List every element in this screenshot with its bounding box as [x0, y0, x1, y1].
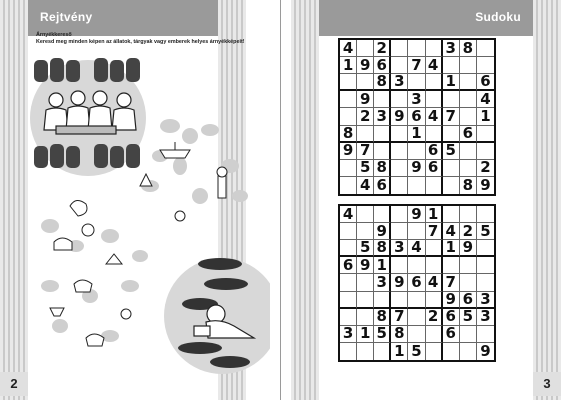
sudoku-cell	[477, 40, 494, 57]
sudoku-cell	[426, 343, 443, 360]
sudoku-cell	[391, 40, 408, 57]
sudoku-cell	[374, 91, 391, 108]
right-page-edge-band	[533, 0, 561, 400]
sudoku-cell: 1	[374, 257, 391, 274]
sudoku-cell: 1	[426, 206, 443, 223]
sudoku-cell: 8	[391, 326, 408, 343]
sudoku-cell	[477, 240, 494, 257]
sudoku-cell	[340, 309, 357, 326]
sudoku-cell	[340, 240, 357, 257]
sudoku-cell: 4	[426, 108, 443, 125]
sudoku-cell	[426, 40, 443, 57]
sudoku-cell: 3	[443, 40, 460, 57]
sudoku-cell: 6	[408, 108, 425, 125]
sudoku-cell: 7	[391, 309, 408, 326]
sudoku-cell	[426, 240, 443, 257]
sudoku-cell: 4	[340, 40, 357, 57]
sudoku-cell	[357, 274, 374, 291]
sudoku-cell	[426, 91, 443, 108]
sudoku-cell: 9	[357, 257, 374, 274]
sudoku-cell: 9	[408, 160, 425, 177]
sudoku-cell: 3	[477, 292, 494, 309]
sudoku-cell: 3	[340, 326, 357, 343]
sudoku-cell: 1	[391, 343, 408, 360]
sudoku-cell: 8	[374, 160, 391, 177]
sudoku-cell: 6	[374, 177, 391, 194]
sudoku-cell	[340, 108, 357, 125]
sudoku-cell: 3	[477, 309, 494, 326]
sudoku-cell	[460, 206, 477, 223]
sudoku-cell: 5	[357, 160, 374, 177]
sudoku-cell: 6	[426, 143, 443, 160]
sudoku-cell	[443, 257, 460, 274]
sudoku-cell: 6	[408, 274, 425, 291]
sudoku-cell	[443, 177, 460, 194]
sudoku-cell: 8	[374, 309, 391, 326]
sudoku-cell	[460, 108, 477, 125]
sudoku-cell	[426, 257, 443, 274]
sudoku-cell	[357, 40, 374, 57]
sudoku-cell: 3	[374, 274, 391, 291]
sudoku-cell	[426, 177, 443, 194]
sudoku-cell	[374, 143, 391, 160]
sudoku-cell: 1	[357, 326, 374, 343]
sudoku-cell: 4	[443, 223, 460, 240]
sudoku-cell: 7	[357, 143, 374, 160]
sudoku-cell	[408, 143, 425, 160]
sudoku-cell: 9	[443, 292, 460, 309]
sudoku-cell	[391, 160, 408, 177]
sudoku-cell: 8	[460, 40, 477, 57]
left-page-edge-band	[0, 0, 28, 400]
sudoku-cell	[340, 223, 357, 240]
sudoku-cell	[460, 257, 477, 274]
sudoku-cell: 5	[477, 223, 494, 240]
sudoku-cell: 8	[340, 126, 357, 143]
sudoku-cell	[391, 257, 408, 274]
sudoku-cell: 4	[408, 240, 425, 257]
sudoku-cell: 1	[477, 108, 494, 125]
sudoku-cell: 5	[357, 240, 374, 257]
sudoku-cell: 9	[357, 57, 374, 74]
sudoku-cell	[391, 177, 408, 194]
sudoku-cell	[460, 57, 477, 74]
sudoku-cell: 9	[480, 341, 491, 360]
sudoku-cell	[426, 74, 443, 91]
sudoku-cell: 6	[443, 309, 460, 326]
sudoku-cell	[443, 126, 460, 143]
sudoku-cell	[477, 126, 494, 143]
sudoku-cell	[374, 343, 391, 360]
sudoku-cell: 9	[357, 91, 374, 108]
sudoku-cell: 9	[480, 175, 491, 194]
sudoku-cell: 3	[391, 74, 408, 91]
sudoku-cell	[460, 160, 477, 177]
sudoku-cell: 9	[391, 274, 408, 291]
right-page-number: 3	[533, 372, 561, 396]
sudoku-cell: 7	[408, 57, 425, 74]
puzzle-intro	[36, 32, 266, 46]
sudoku-cell: 6	[340, 257, 357, 274]
sudoku-cell	[443, 206, 460, 223]
sudoku-cell: 3	[408, 91, 425, 108]
sudoku-cell	[391, 91, 408, 108]
sudoku-grid-2	[338, 204, 496, 362]
sudoku-cell: 7	[443, 108, 460, 125]
sudoku-cell	[374, 206, 391, 223]
sudoku-cell: 4	[477, 91, 494, 108]
sudoku-cell	[391, 126, 408, 143]
sudoku-cell: 6	[443, 326, 460, 343]
sudoku-cell: 4	[426, 57, 443, 74]
sudoku-cell: 5	[374, 326, 391, 343]
right-page-header	[319, 0, 533, 36]
puzzle-title: Árnyékkereső	[36, 32, 72, 38]
sudoku-cell	[477, 274, 494, 291]
sudoku-cell	[340, 274, 357, 291]
sudoku-cell: 2	[460, 223, 477, 240]
right-page-inner-band	[291, 0, 319, 400]
sudoku-cell	[443, 160, 460, 177]
sudoku-cell	[340, 343, 357, 360]
sudoku-cell: 1	[443, 240, 460, 257]
sudoku-cell	[357, 206, 374, 223]
sudoku-cell	[426, 326, 443, 343]
sudoku-cell	[408, 292, 425, 309]
sudoku-cell: 8	[374, 240, 391, 257]
sudoku-cell	[374, 126, 391, 143]
sudoku-cell	[374, 292, 391, 309]
sudoku-cell: 2	[374, 40, 391, 57]
sudoku-cell: 4	[426, 274, 443, 291]
sudoku-cell	[460, 274, 477, 291]
left-page-header	[28, 0, 218, 36]
right-page-title: Sudoku	[475, 10, 521, 24]
sudoku-cell	[477, 143, 494, 160]
sudoku-cell	[460, 74, 477, 91]
sudoku-cell	[340, 91, 357, 108]
sudoku-cell: 6	[477, 74, 494, 91]
sudoku-cell	[391, 292, 408, 309]
sudoku-cell	[340, 177, 357, 194]
sudoku-cell	[426, 126, 443, 143]
sudoku-cell	[477, 257, 494, 274]
puzzle-instruction: Keresd meg minden képen az állatok, tárgyak vagy emberek helyes árnyékképeit!	[36, 39, 245, 45]
sudoku-cell	[357, 309, 374, 326]
sudoku-cell: 9	[374, 223, 391, 240]
sudoku-cell	[460, 343, 477, 360]
sudoku-cell	[443, 343, 460, 360]
sudoku-cell: 6	[374, 57, 391, 74]
sudoku-cell: 9	[340, 143, 357, 160]
sudoku-cell: 5	[443, 143, 460, 160]
sudoku-cell	[391, 206, 408, 223]
shadow-finder-illustration	[30, 46, 270, 376]
left-page-number: 2	[0, 372, 28, 396]
sudoku-cell: 5	[460, 309, 477, 326]
sudoku-cell	[408, 257, 425, 274]
sudoku-cell: 7	[426, 223, 443, 240]
sudoku-cell: 9	[391, 108, 408, 125]
sudoku-cell	[477, 206, 494, 223]
sudoku-cell: 6	[426, 160, 443, 177]
sudoku-cell	[340, 292, 357, 309]
left-page	[0, 0, 280, 400]
sudoku-cell: 6	[460, 292, 477, 309]
sudoku-cell: 2	[426, 309, 443, 326]
sudoku-cell: 4	[357, 177, 374, 194]
sudoku-cell: 1	[408, 126, 425, 143]
sudoku-cell	[443, 91, 460, 108]
sudoku-cell	[426, 292, 443, 309]
sudoku-cell: 1	[443, 74, 460, 91]
sudoku-cell: 9	[460, 240, 477, 257]
sudoku-cell: 2	[357, 108, 374, 125]
left-page-title: Rejtvény	[40, 10, 93, 24]
sudoku-cell	[357, 292, 374, 309]
sudoku-cell	[408, 74, 425, 91]
sudoku-cell	[357, 74, 374, 91]
sudoku-cell	[408, 177, 425, 194]
sudoku-cell: 3	[374, 108, 391, 125]
sudoku-cell: 5	[408, 343, 425, 360]
sudoku-cell	[408, 326, 425, 343]
sudoku-cell: 6	[460, 126, 477, 143]
sudoku-grid-1	[338, 38, 496, 196]
sudoku-cell	[460, 326, 477, 343]
sudoku-cell: 8	[460, 177, 477, 194]
sudoku-cell	[408, 309, 425, 326]
sudoku-cell	[357, 126, 374, 143]
sudoku-cell	[340, 160, 357, 177]
sudoku-cell: 3	[391, 240, 408, 257]
sudoku-cell: 1	[340, 57, 357, 74]
sudoku-cell	[477, 326, 494, 343]
sudoku-cell	[391, 143, 408, 160]
sudoku-cell	[460, 143, 477, 160]
sudoku-cell: 2	[477, 160, 494, 177]
sudoku-cell	[460, 91, 477, 108]
sudoku-cell: 7	[443, 274, 460, 291]
sudoku-cell: 8	[374, 74, 391, 91]
sudoku-cell: 9	[408, 206, 425, 223]
sudoku-cell	[408, 40, 425, 57]
sudoku-cell	[357, 343, 374, 360]
sudoku-cell: 4	[340, 206, 357, 223]
sudoku-cell	[340, 74, 357, 91]
